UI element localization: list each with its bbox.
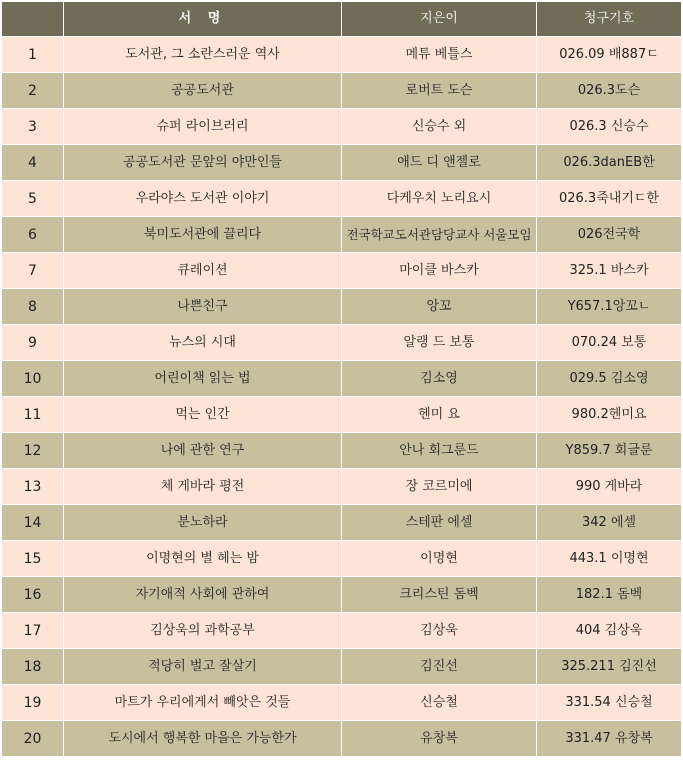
- author-cell: 유창복: [342, 721, 537, 757]
- book-title-cell: 적당히 벌고 잘살기: [64, 649, 342, 685]
- row-number-cell: 10: [2, 361, 64, 397]
- author-cell: 이명현: [342, 541, 537, 577]
- row-number-cell: 3: [2, 109, 64, 145]
- author-cell: 신승수 외: [342, 109, 537, 145]
- row-number-cell: 6: [2, 217, 64, 253]
- author-cell: 김상욱: [342, 613, 537, 649]
- row-number-cell: 8: [2, 289, 64, 325]
- row-number-cell: 17: [2, 613, 64, 649]
- author-cell: 신승철: [342, 685, 537, 721]
- author-cell: 마이클 바스카: [342, 253, 537, 289]
- call-number-cell: 026.3 신승수: [537, 109, 682, 145]
- call-number-cell: 325.211 김진선: [537, 649, 682, 685]
- author-cell: 앙꼬: [342, 289, 537, 325]
- call-number-cell: 990 게바라: [537, 469, 682, 505]
- book-title-cell: 나쁜친구: [64, 289, 342, 325]
- book-title-cell: 뉴스의 시대: [64, 325, 342, 361]
- table-row: [2, 253, 682, 289]
- table-row: [2, 73, 682, 109]
- table-row: [2, 181, 682, 217]
- row-number-cell: 19: [2, 685, 64, 721]
- book-title-cell: 공공도서관: [64, 73, 342, 109]
- row-number-cell: 4: [2, 145, 64, 181]
- header-author: 지은이: [342, 2, 537, 37]
- header-row: [2, 2, 682, 37]
- table-row: [2, 685, 682, 721]
- author-cell: 알랭 드 보통: [342, 325, 537, 361]
- row-number-cell: 16: [2, 577, 64, 613]
- table-row: [2, 577, 682, 613]
- call-number-cell: 404 김상욱: [537, 613, 682, 649]
- book-title-cell: 나에 관한 연구: [64, 433, 342, 469]
- call-number-cell: 182.1 돔벡: [537, 577, 682, 613]
- table-row: [2, 289, 682, 325]
- row-number-cell: 9: [2, 325, 64, 361]
- author-cell: 김진선: [342, 649, 537, 685]
- table-row: [2, 397, 682, 433]
- table-row: [2, 37, 682, 73]
- book-title-cell: 마트가 우리에게서 빼앗은 것들: [64, 685, 342, 721]
- call-number-cell: Y859.7 회글룬: [537, 433, 682, 469]
- table-body: [2, 37, 682, 757]
- call-number-cell: 026.3도슨: [537, 73, 682, 109]
- row-number-cell: 18: [2, 649, 64, 685]
- author-cell: 스테판 에셀: [342, 505, 537, 541]
- call-number-cell: Y657.1앙꼬ㄴ: [537, 289, 682, 325]
- header-call-number: 청구기호: [537, 2, 682, 37]
- call-number-cell: 331.54 신승철: [537, 685, 682, 721]
- row-number-cell: 7: [2, 253, 64, 289]
- row-number-cell: 12: [2, 433, 64, 469]
- row-number-cell: 13: [2, 469, 64, 505]
- book-title-cell: 도시에서 행복한 마을은 가능한가: [64, 721, 342, 757]
- call-number-cell: 070.24 보통: [537, 325, 682, 361]
- author-cell: 안나 회그룬드: [342, 433, 537, 469]
- table-row: [2, 217, 682, 253]
- book-title-cell: 어린이책 읽는 법: [64, 361, 342, 397]
- author-cell: 전국학교도서관담당교사 서울모임: [342, 217, 537, 253]
- table-row: [2, 361, 682, 397]
- row-number-cell: 11: [2, 397, 64, 433]
- author-cell: 다케우치 노리요시: [342, 181, 537, 217]
- table-row: [2, 505, 682, 541]
- book-title-cell: 큐레이션: [64, 253, 342, 289]
- book-title-cell: 이명현의 별 헤는 밤: [64, 541, 342, 577]
- row-number-cell: 15: [2, 541, 64, 577]
- call-number-cell: 342 에셀: [537, 505, 682, 541]
- call-number-cell: 325.1 바스카: [537, 253, 682, 289]
- book-title-cell: 북미도서관에 끌리다: [64, 217, 342, 253]
- table-row: [2, 433, 682, 469]
- book-title-cell: 자기애적 사회에 관하여: [64, 577, 342, 613]
- table-header: [2, 2, 682, 37]
- table-row: [2, 721, 682, 757]
- row-number-cell: 1: [2, 37, 64, 73]
- author-cell: 애드 디 앤젤로: [342, 145, 537, 181]
- header-number: [2, 2, 64, 37]
- book-title-cell: 우라야스 도서관 이야기: [64, 181, 342, 217]
- header-title: 서 명: [64, 2, 342, 37]
- table-row: [2, 541, 682, 577]
- book-title-cell: 슈퍼 라이브러리: [64, 109, 342, 145]
- author-cell: 로버트 도슨: [342, 73, 537, 109]
- table-row: [2, 649, 682, 685]
- row-number-cell: 5: [2, 181, 64, 217]
- book-title-cell: 공공도서관 문앞의 야만인들: [64, 145, 342, 181]
- call-number-cell: 026전국학: [537, 217, 682, 253]
- table-row: [2, 469, 682, 505]
- call-number-cell: 443.1 이명현: [537, 541, 682, 577]
- author-cell: 장 코르미에: [342, 469, 537, 505]
- author-cell: 크리스틴 돔벡: [342, 577, 537, 613]
- book-title-cell: 체 게바라 평전: [64, 469, 342, 505]
- call-number-cell: 026.3죽내기ㄷ한: [537, 181, 682, 217]
- row-number-cell: 20: [2, 721, 64, 757]
- call-number-cell: 026.3danEB한: [537, 145, 682, 181]
- call-number-cell: 331.47 유창복: [537, 721, 682, 757]
- call-number-cell: 980.2헨미요: [537, 397, 682, 433]
- call-number-cell: 029.5 김소영: [537, 361, 682, 397]
- author-cell: 헨미 요: [342, 397, 537, 433]
- author-cell: 메튜 베틀스: [342, 37, 537, 73]
- row-number-cell: 2: [2, 73, 64, 109]
- table-row: [2, 109, 682, 145]
- row-number-cell: 14: [2, 505, 64, 541]
- author-cell: 김소영: [342, 361, 537, 397]
- book-title-cell: 김상욱의 과학공부: [64, 613, 342, 649]
- call-number-cell: 026.09 배887ㄷ: [537, 37, 682, 73]
- table-row: [2, 325, 682, 361]
- book-title-cell: 도서관, 그 소란스러운 역사: [64, 37, 342, 73]
- table-row: [2, 145, 682, 181]
- table-row: [2, 613, 682, 649]
- book-list-table: [1, 1, 682, 757]
- book-title-cell: 먹는 인간: [64, 397, 342, 433]
- book-title-cell: 분노하라: [64, 505, 342, 541]
